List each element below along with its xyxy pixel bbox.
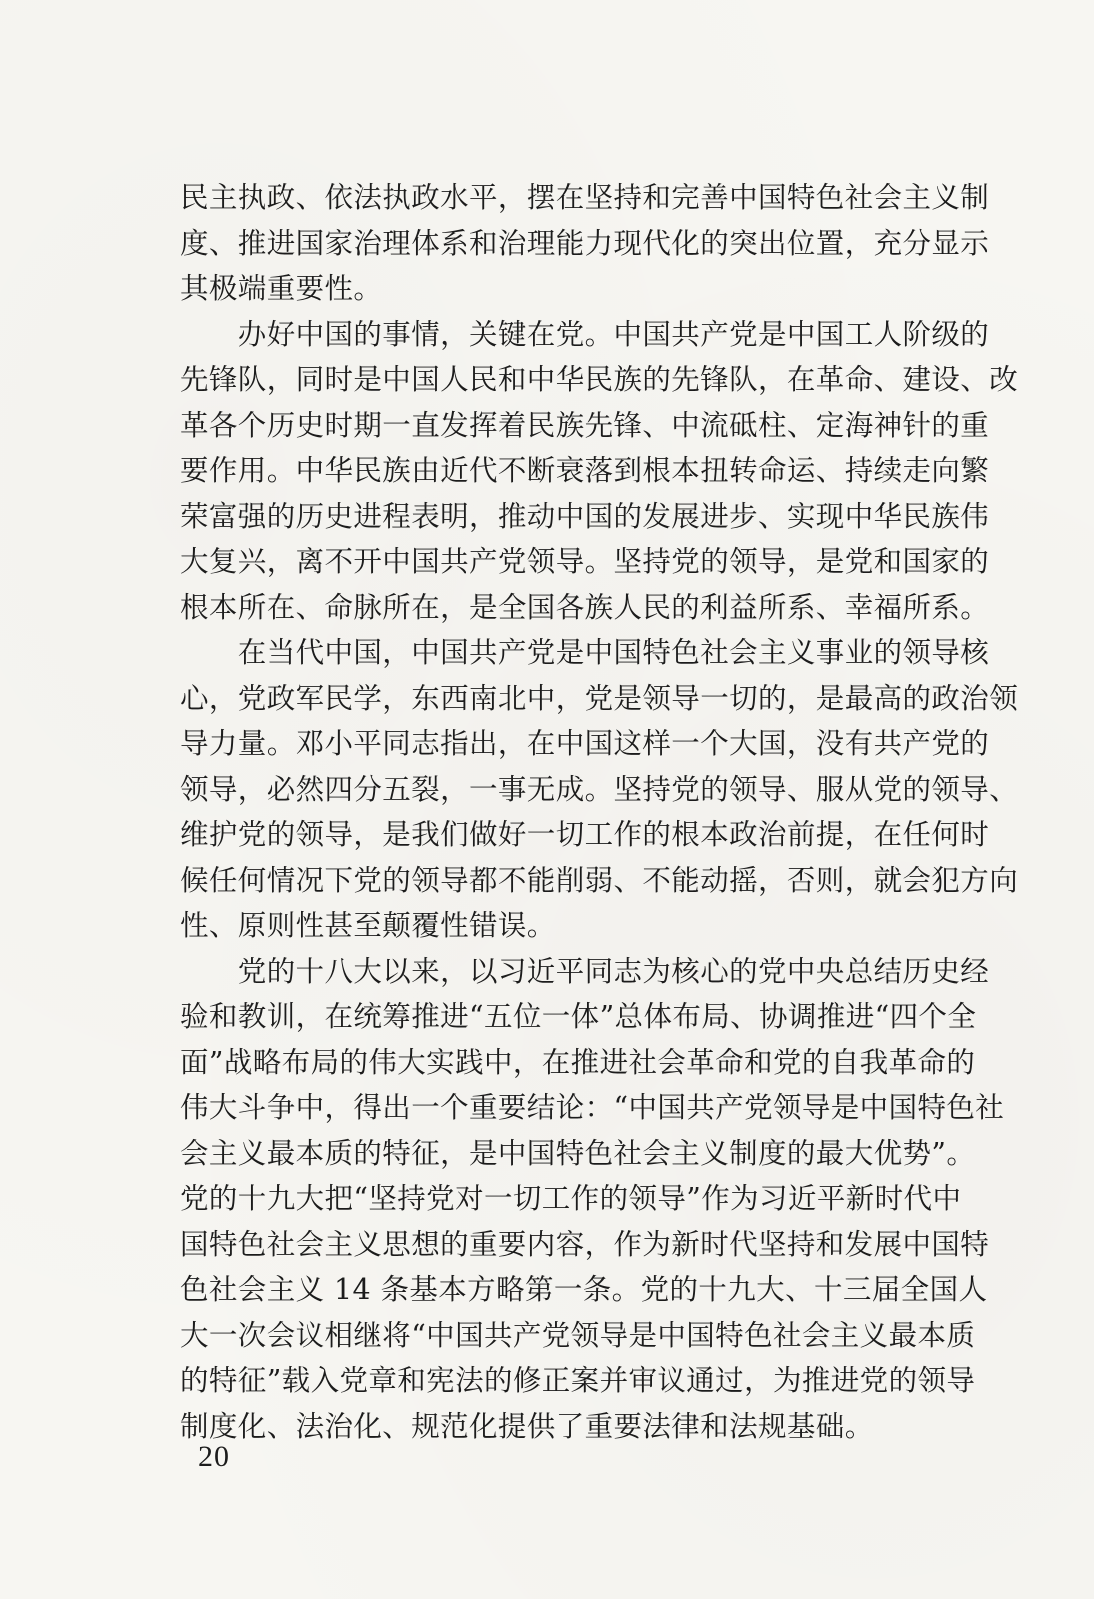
text-line: 色社会主义 14 条基本方略第一条。党的十九大、十三届全国人 bbox=[180, 1273, 988, 1306]
text-line: 心，党政军民学，东西南北中，党是领导一切的，是最高的政治领 bbox=[180, 681, 1019, 715]
page-number: 20 bbox=[198, 1440, 230, 1473]
text-line: 其极端重要性。 bbox=[180, 272, 383, 305]
text-line: 导力量。邓小平同志指出，在中国这样一个大国，没有共产党的 bbox=[180, 727, 990, 760]
text-line: 根本所在、命脉所在，是全国各族人民的利益所系、幸福所系。 bbox=[180, 590, 990, 624]
text-line: 制度化、法治化、规范化提供了重要法律和法规基础。 bbox=[180, 1409, 874, 1443]
text-line: 国特色社会主义思想的重要内容，作为新时代坚持和发展中国特 bbox=[180, 1227, 990, 1261]
text-line: 验和教训，在统筹推进“五位一体”总体布局、协调推进“四个全 bbox=[180, 1000, 977, 1033]
text-line: 党的十八大以来，以习近平同志为核心的党中央总结历史经 bbox=[180, 954, 990, 988]
text-line: 荣富强的历史进程表明，推动中国的发展进步、实现中华民族伟 bbox=[180, 499, 990, 533]
text-line: 大一次会议相继将“中国共产党领导是中国特色社会主义最本质 bbox=[180, 1318, 976, 1352]
text-line: 要作用。中华民族由近代不断衰落到根本扭转命运、持续走向繁 bbox=[180, 454, 990, 487]
text-line: 党的十九大把“坚持党对一切工作的领导”作为习近平新时代中 bbox=[180, 1182, 962, 1215]
text-line: 办好中国的事情，关键在党。中国共产党是中国工人阶级的 bbox=[180, 317, 990, 351]
text-line: 在当代中国，中国共产党是中国特色社会主义事业的领导核 bbox=[180, 636, 990, 669]
text-line: 大复兴，离不开中国共产党领导。坚持党的领导，是党和国家的 bbox=[180, 545, 990, 578]
text-line: 伟大斗争中，得出一个重要结论：“中国共产党领导是中国特色社 bbox=[180, 1091, 1005, 1124]
text-line: 的特征”载入党章和宪法的修正案并审议通过，为推进党的领导 bbox=[180, 1364, 976, 1397]
text-line: 候任何情况下党的领导都不能削弱、不能动摇，否则，就会犯方向 bbox=[180, 863, 1019, 897]
text-line: 会主义最本质的特征，是中国特色社会主义制度的最大优势”。 bbox=[180, 1136, 976, 1170]
text-line: 民主执政、依法执政水平，摆在坚持和完善中国特色社会主义制 bbox=[180, 181, 990, 214]
text-line: 性、原则性甚至颠覆性错误。 bbox=[180, 909, 556, 942]
text-line: 维护党的领导，是我们做好一切工作的根本政治前提，在任何时 bbox=[180, 818, 990, 851]
text-line: 领导，必然四分五裂，一事无成。坚持党的领导、服从党的领导、 bbox=[180, 772, 1019, 806]
text-line: 面”战略布局的伟大实践中，在推进社会革命和党的自我革命的 bbox=[180, 1045, 976, 1079]
body-text bbox=[180, 175, 1019, 1449]
text-line: 先锋队，同时是中国人民和中华民族的先锋队，在革命、建设、改 bbox=[180, 363, 1019, 396]
text-line: 度、推进国家治理体系和治理能力现代化的突出位置，充分显示 bbox=[180, 226, 990, 260]
text-line: 革各个历史时期一直发挥着民族先锋、中流砥柱、定海神针的重 bbox=[180, 408, 990, 442]
